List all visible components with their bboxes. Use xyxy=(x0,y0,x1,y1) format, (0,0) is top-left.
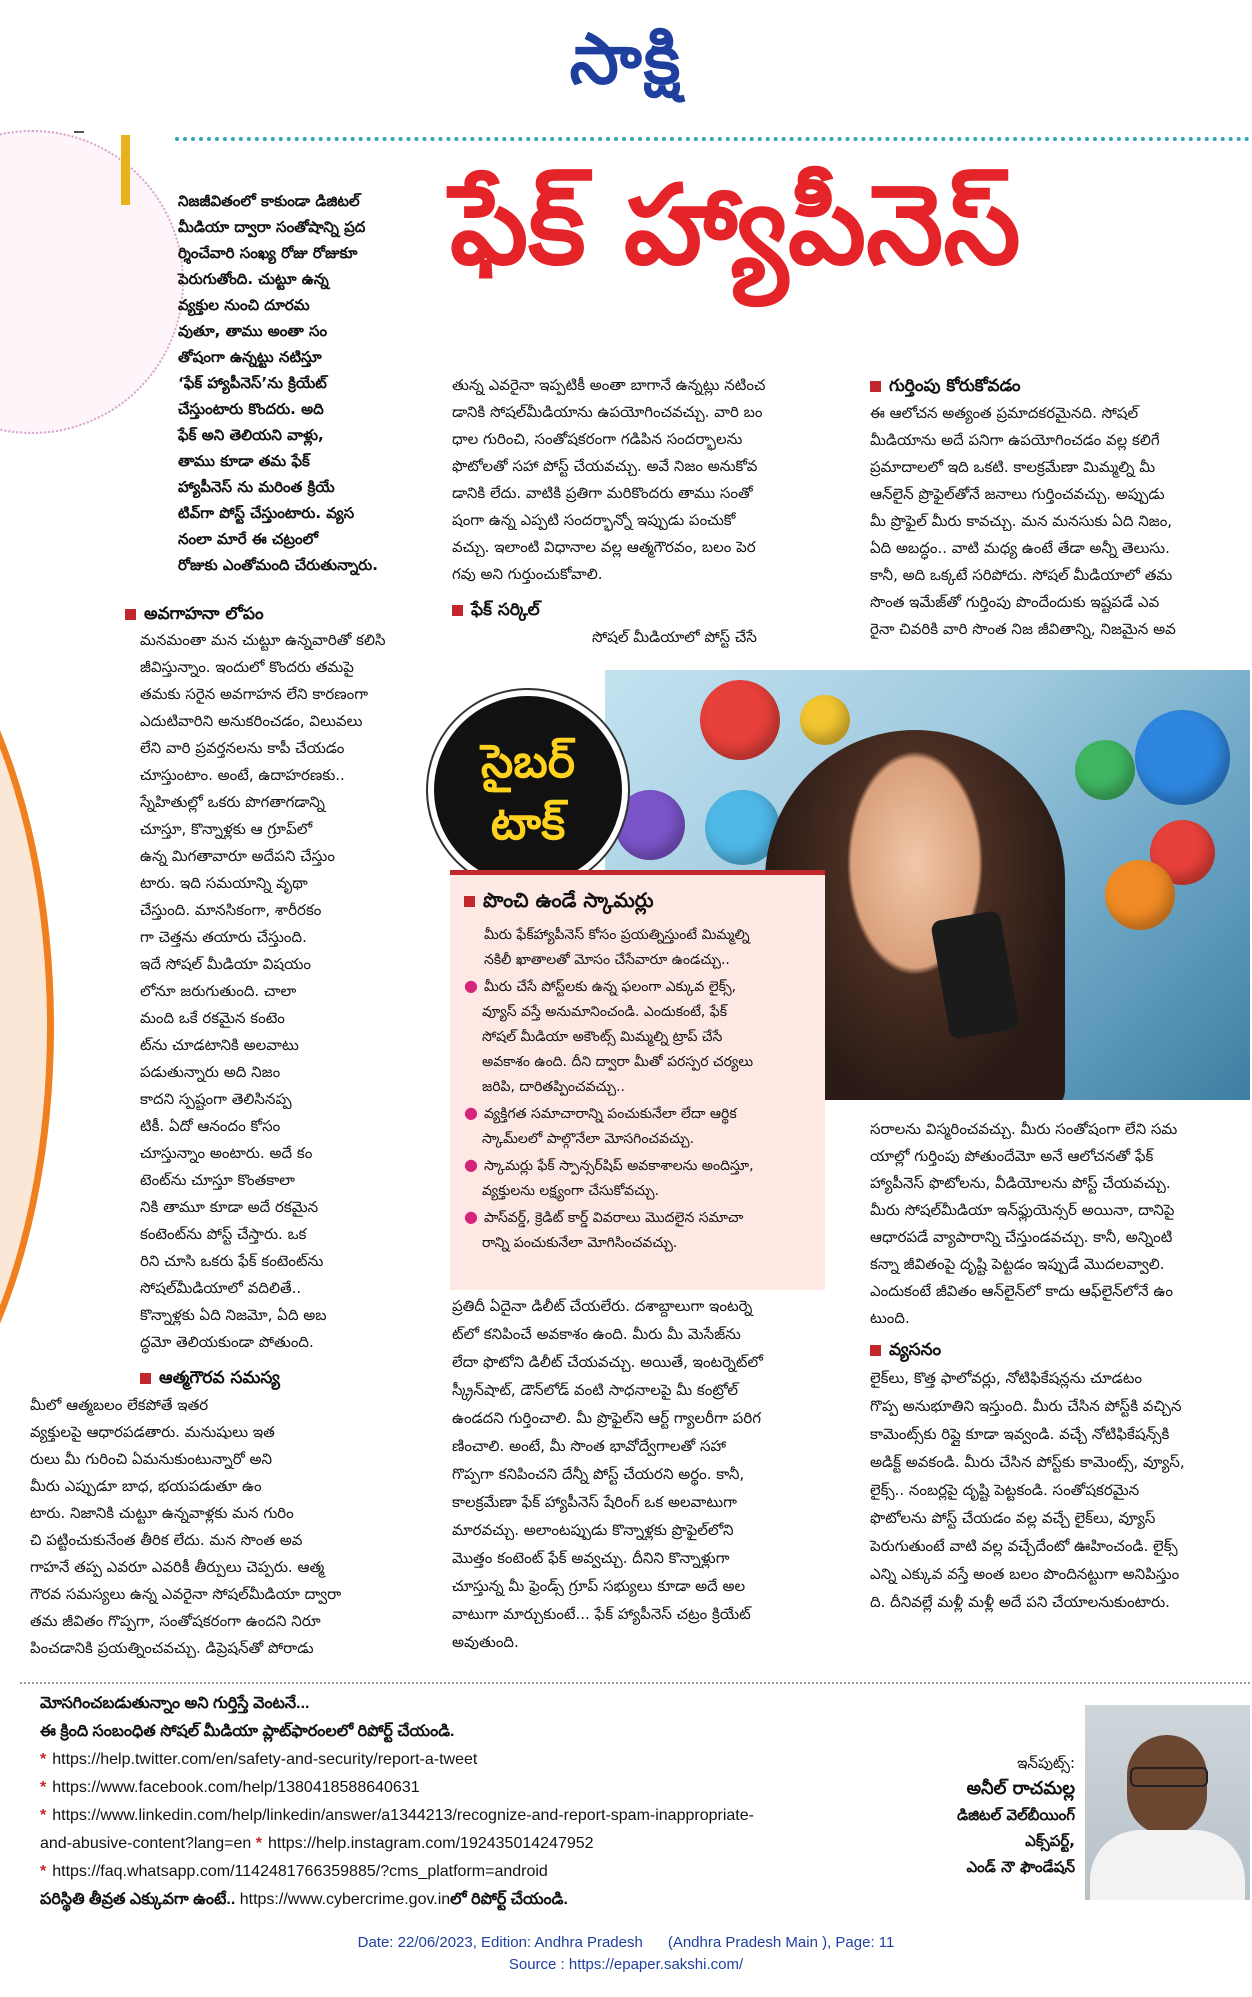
body-line: రిని చూసి ఒకరు ఫేక్ కంటెంట్‌ను xyxy=(140,1252,324,1270)
body-line: పడుతున్నారు అది నిజం xyxy=(140,1063,281,1081)
body-line: తున్న ఎవరైనా ఇప్పటికీ అంతా బాగానే ఉన్నట్లు నటించ xyxy=(452,376,766,394)
column-3-body xyxy=(870,400,1250,643)
intro-line: టివ్‌గా పోస్ట్ చేస్తుంటారు. వ్యస xyxy=(178,504,355,522)
body-line: చూస్తుంటాం. అంటే, ఉదాహరణకు.. xyxy=(140,766,345,784)
scammers-bullet-text: వ్యూస్ వస్తే అనుమానించండి. ఎందుకంటే, ఫేక్ xyxy=(482,1004,728,1020)
body-line: తమకు సరైన అవగాహన లేని కారణంగా xyxy=(140,685,369,703)
cybercrime-post: లో రిపోర్ట్ చేయండి. xyxy=(450,1891,568,1908)
scammers-bullet-line xyxy=(464,1179,811,1204)
square-bullet-icon xyxy=(870,1345,881,1356)
intro-line: చేస్తుంటారు కొందరు. అది xyxy=(178,400,324,418)
scammers-bullet-text: రాన్ని పంచుకునేలా మోగిసించవచ్చు. xyxy=(482,1235,678,1251)
square-bullet-icon xyxy=(452,605,463,616)
body-line: లేని వారి ప్రవర్తనలను కాపీ చేయడం xyxy=(140,739,345,757)
scammers-box xyxy=(450,870,825,1290)
body-line: ది. దీనివల్లే మళ్లీ మళ్లీ అదే పని చేయాలనుకుంటారు. xyxy=(870,1593,1170,1611)
decorative-circle-pink xyxy=(0,130,184,434)
scammers-bullet-text: స్కామ్‌లలో పాల్గొనేలా మోసగించవచ్చు. xyxy=(482,1131,695,1147)
subheading-label: ఆత్మగౌరవ సమస్య xyxy=(159,1368,280,1388)
scammers-bullet-text: వ్యక్తులను లక్ష్యంగా చేసుకోవచ్చు. xyxy=(482,1183,660,1199)
scammers-bullet-text: జరిపి, దారితప్పించవచ్చు.. xyxy=(482,1079,625,1095)
facebook-link[interactable]: https://www.facebook.com/help/1380418588640631 xyxy=(52,1779,420,1796)
footer-source: Source : https://epaper.sakshi.com/ xyxy=(508,1956,744,1973)
column-2-body-2 xyxy=(452,1292,842,1656)
asterisk-icon: * xyxy=(255,1835,262,1852)
author-photo xyxy=(1085,1705,1250,1900)
subheading-addiction xyxy=(870,1336,1170,1364)
scammers-bullet-line xyxy=(464,1127,811,1152)
asterisk-icon: * xyxy=(40,1863,47,1880)
author-role-2: ఎక్స్‌పర్ట్, xyxy=(1025,1832,1075,1850)
body-line: కన్నా జీవితంపై దృష్టి పెట్టడం ఇప్పుడే మొదలవ్వాలి. xyxy=(870,1255,1165,1273)
body-line: పెరుగుతుంటే వాటి వల్ల వచ్చేదేంటో ఊహించండి. లైక్స్ xyxy=(870,1537,1178,1555)
body-line: చేస్తుంది. మానసికంగా, శారీరకం xyxy=(140,901,322,919)
body-line: రులు మీ గురించి ఏమనుకుంటున్నారో అని xyxy=(30,1450,273,1468)
body-line: ఫొటోలను పోస్ట్ చేయడం వల్ల వచ్చే లైక్‌లు, వ్యూస్ xyxy=(870,1509,1156,1527)
square-bullet-icon xyxy=(464,896,475,907)
body-line: గా చెత్తను తయారు చేస్తుంది. xyxy=(140,928,307,946)
body-line: వ్యక్తులపై ఆధారపడతారు. మనుషులు ఇత xyxy=(30,1423,275,1441)
intro-line: ర్శించేవారి సంఖ్య రోజు రోజుకూ xyxy=(178,244,358,262)
badge-line-2: టాక్ xyxy=(490,796,566,850)
body-line: లైక్‌లు, కొత్త ఫాలోవర్లు, నోటిఫికేషన్లను చూడటం xyxy=(870,1369,1143,1387)
body-line: అవుతుంది. xyxy=(452,1633,519,1651)
body-line: రైనా చివరికి వారి సొంత నిజ జీవితాన్ని, నిజమైన అవ xyxy=(870,620,1176,638)
body-line: ఉన్న మిగతావారూ అదేపని చేస్తుం xyxy=(140,847,335,865)
body-line: మనమంతా మన చుట్టూ ఉన్నవారితో కలిసి xyxy=(140,631,386,649)
subheading-label: వ్యసనం xyxy=(889,1340,942,1360)
report-links xyxy=(40,1690,920,1914)
intro-line: తాము కూడా తమ ఫేక్ xyxy=(178,452,310,470)
intro-line: పెరుగుతోంది. చుట్టూ ఉన్న xyxy=(178,270,329,288)
scammers-bullet-line xyxy=(464,1204,811,1231)
bullet-dot-icon: ● xyxy=(464,1155,478,1174)
body-line: కానీ, అది ఒక్కటే సరిపోదు. సోషల్ మీడియాలో తమ xyxy=(870,566,1173,584)
instagram-link[interactable]: https://help.instagram.com/192435014247952 xyxy=(267,1835,594,1852)
body-line: సోషల్‌మీడియాలో వదిలితే.. xyxy=(140,1279,302,1297)
cybercrime-link[interactable]: https://www.cybercrime.gov.in xyxy=(239,1891,451,1908)
body-line: లోనూ జరుగుతుంది. చాలా xyxy=(140,982,297,1000)
body-line: టారు. నిజానికి చుట్టూ ఉన్నవాళ్లకు మన గురిం xyxy=(30,1504,294,1522)
people-icon xyxy=(1135,710,1230,805)
scammers-bullet-text: సోషల్ మీడియా అకౌంట్స్ మిమ్మల్ని ట్రాప్ చేసే xyxy=(482,1029,723,1045)
report-intro-1: మోసగించబడుతున్నాం అని గుర్తిస్తే వెంటనే... xyxy=(40,1695,310,1712)
body-line: స్క్రీన్‌షాట్, డౌన్‌లోడ్ వంటి సాధనాలపై మీ కంట్రోల్ xyxy=(452,1381,739,1399)
location-pin-icon xyxy=(700,680,780,760)
cybercrime-pre: పరిస్థితి తీవ్రత ఎక్కువగా ఉంటే.. xyxy=(40,1891,236,1908)
body-line: ఎదుటివారిని అనుకరించడం, విలువలు xyxy=(140,712,363,730)
column-2-body xyxy=(452,372,842,588)
accent-bar xyxy=(121,135,130,205)
body-line: మంది ఒకే రకమైన కంటెం xyxy=(140,1009,285,1027)
body-line: ణించాలి. అంటే, మీ సొంత భావోద్వేగాలతో సహా xyxy=(452,1437,726,1455)
intro-line: నిజజీవితంలో కాకుండా డిజిటల్ xyxy=(178,192,360,210)
app-icon xyxy=(800,695,850,745)
body-line: కాలక్రమేణా ఫేక్ హ్యాపీనెస్ షేరింగ్ ఒక అలవాటుగా xyxy=(452,1493,737,1511)
scammers-title xyxy=(464,885,811,915)
body-line: జీవిస్తున్నాం. ఇందులో కొందరు తమపై xyxy=(140,658,354,676)
headline: ఫేక్ హ్యాపీనెస్ xyxy=(450,161,1021,289)
body-line: ఆన్‌లైన్ ప్రొఫైల్‌తోనే జనాలు గుర్తించవచ్చు. అప్పుడు xyxy=(870,485,1165,503)
square-bullet-icon xyxy=(140,1373,151,1384)
square-bullet-icon xyxy=(870,381,881,392)
square-bullet-icon xyxy=(125,609,136,620)
body-line: ఫొటోలతో సహా పోస్ట్ చేయవచ్చు. అవే నిజం అనుకోవ xyxy=(452,457,758,475)
body-line: ట్‌లో కనిపించే అవకాశం ఉంది. మీరు మీ మెసేజ్‌ను xyxy=(452,1325,741,1343)
scammers-bullet-line xyxy=(464,1025,811,1050)
body-line: తమ జీవితం గొప్పగా, సంతోషకరంగా ఉందని నిరూ xyxy=(30,1612,321,1630)
subheading-label: అవగాహనా లోపం xyxy=(144,604,264,624)
scammers-bullet-line xyxy=(464,1000,811,1025)
subheading-recognition xyxy=(870,372,1250,400)
body-line: చూస్తున్న మీ ఫ్రెండ్స్ గ్రూప్ సభ్యులు కూడా అదే అల xyxy=(452,1577,746,1595)
bullet-dot-icon: ● xyxy=(464,1207,478,1226)
report-intro-2: ఈ క్రింది సంబంధిత సోషల్ మీడియా ప్లాట్‌ఫారంలలో రిపోర్ట్ చేయండి. xyxy=(40,1723,455,1740)
badge-line-1: సైబర్ xyxy=(480,734,576,788)
author-inputs-label: ఇన్‌పుట్స్: xyxy=(1017,1754,1075,1772)
body-line: ఏది అబద్ధం.. వాటి మధ్య ఉంటే తేడా అన్నీ తెలుసు. xyxy=(870,539,1170,557)
body-line: లేదా ఫొటోని డిలీట్ చేయవచ్చు. అయితే, ఇంటర్నెట్‌లో xyxy=(452,1353,763,1371)
scammers-bullet-line xyxy=(464,1050,811,1075)
body-line: చూస్తూ, కొన్నాళ్లకు ఆ గ్రూప్‌లో xyxy=(140,820,313,838)
body-line: వచ్చు. ఇలాంటి విధానాల వల్ల ఆత్మగౌరవం, బలం పెర xyxy=(452,538,756,556)
asterisk-icon: * xyxy=(40,1751,47,1768)
column-3-body-2 xyxy=(870,1116,1250,1332)
subheading-fake-circle xyxy=(452,596,752,624)
body-line: కామెంట్స్‌కు రిప్లై కూడా ఇవ్వండి. వచ్చే నోటిఫికేషన్స్‌కి xyxy=(870,1425,1170,1443)
body-line: సరాలను విస్మరించవచ్చు. మీరు సంతోషంగా లేని సమ xyxy=(870,1120,1178,1138)
body-line: పించడానికి ప్రయత్నించవచ్చు. డిప్రెషన్‌తో పోరాడు xyxy=(30,1639,314,1657)
bullet-dot-icon: ● xyxy=(464,976,478,995)
cyber-talk-badge xyxy=(428,690,628,890)
subheading-label: గుర్తింపు కోరుకోవడం xyxy=(889,376,1021,396)
intro-text xyxy=(178,188,438,578)
body-line: డానికి లేదు. వాటికి ప్రతిగా మరికొందరు తాము సంతో xyxy=(452,484,753,502)
body-line: సొంత ఇమేజ్‌తో గుర్తింపు పొందేందుకు ఇష్టపడే ఎవ xyxy=(870,593,1160,611)
intro-line: నంలా మారే ఈ చట్రంలో xyxy=(178,530,319,548)
divider xyxy=(74,131,84,133)
masthead-logo: సాక్షి xyxy=(569,18,683,100)
intro-line: రోజుకు ఎంతోమంది చేరుతున్నారు. xyxy=(178,556,378,574)
column-2-continuation: సోషల్ మీడియాలో పోస్ట్ చేసే xyxy=(592,628,757,646)
author-role-3: ఎండ్ నౌ ఫౌండేషన్ xyxy=(966,1858,1075,1876)
linkedin-link-cont[interactable]: and-abusive-content?lang=en xyxy=(40,1835,252,1852)
body-line: కొన్నాళ్లకు ఏది నిజమో, ఏది అబ xyxy=(140,1306,327,1324)
author-credit xyxy=(900,1750,1075,1880)
body-line: అడిక్ట్ అవకండి. మీరు చేసిన పోస్ట్‌కు కామెంట్స్, వ్యూస్, xyxy=(870,1453,1185,1471)
intro-line: వుతూ, తాము అంతా సం xyxy=(178,322,328,340)
author-name: అనీల్ రాచమల్ల xyxy=(966,1778,1075,1799)
scammers-bullet-text: వ్యక్తిగత సమాచారాన్ని పంచుకునేలా లేదా ఆర్థిక xyxy=(483,1106,737,1122)
body-line: వాటుగా మార్చుకుంటే... ఫేక్ హ్యాపీనెస్ చట్రం క్రియేట్ xyxy=(452,1605,751,1623)
body-line: ఇదే సోషల్ మీడియా విషయం xyxy=(140,955,312,973)
body-line: హ్యాపీనెస్ ఫొటోలను, వీడియోలను పోస్ట్ చేయవచ్చు. xyxy=(870,1174,1171,1192)
author-glasses xyxy=(1130,1767,1208,1787)
scammers-intro xyxy=(464,923,811,973)
scammers-bullet-text: స్కామర్లు ఫేక్ స్పాన్సర్‌షిప్ అవకాశాలను అందిస్తూ, xyxy=(483,1158,754,1174)
body-line: టికీ. ఏదో ఆనందం కోసం xyxy=(140,1117,281,1135)
body-line: గవు అని గుర్తుంచుకోవాలి. xyxy=(452,565,603,583)
body-line: నికి తామూ కూడా అదే రకమైన xyxy=(140,1198,319,1216)
intro-line: తోషంగా ఉన్నట్టు నటిస్తూ xyxy=(178,348,322,366)
author-shirt xyxy=(1090,1830,1245,1900)
intro-line: మీడియా ద్వారా సంతోషాన్ని ప్రద xyxy=(178,218,366,236)
body-line: మీలో ఆత్మబలం లేకపోతే ఇతర xyxy=(30,1396,209,1414)
body-line: ఉండదని గుర్తించాలి. మీ ప్రొఫైల్‌ని ఆర్ట్ గ్యాలరీగా పరిగ xyxy=(452,1409,761,1427)
scammers-bullet-line xyxy=(464,1100,811,1127)
body-line: మారవచ్చు. అలాంటప్పుడు కొన్నాళ్లకు ప్రొఫైల్‌లోని xyxy=(452,1521,734,1539)
body-line: ధాల గురించి, సంతోషకరంగా గడిపిన సందర్భాలను xyxy=(452,430,743,448)
author-role-1: డిజిటల్ వెల్‌బీయింగ్ xyxy=(956,1806,1075,1824)
body-line: చూస్తున్నాం అంటారు. అదే కం xyxy=(140,1144,313,1162)
intro-line: ఫేక్ అని తెలియని వాళ్లు, xyxy=(178,426,324,444)
body-line: టుంది. xyxy=(870,1309,910,1327)
scammers-bullet-line xyxy=(464,1231,811,1256)
body-line: ప్రతిదీ ఏదైనా డిలీట్ చేయలేరు. దశాబ్దాలుగా ఇంటర్నె xyxy=(452,1297,753,1315)
phone-icon xyxy=(1105,860,1175,930)
bullet-dot-icon: ● xyxy=(464,1103,478,1122)
linkedin-link[interactable]: https://www.linkedin.com/help/linkedin/answer/a1344213/recognize-and-report-spam-inappropriate- xyxy=(52,1807,754,1824)
body-line: గొప్పగా కనిపించని దేన్నీ పోస్ట్ చేయరని అర్థం. కానీ, xyxy=(452,1465,745,1483)
scammers-bullet-text: పాస్‌వర్డ్, క్రెడిట్ కార్డ్ వివరాలు మొదలైన సమాచా xyxy=(483,1210,744,1226)
body-line: ఎందుకంటే జీవితం ఆన్‌లైన్‌లో కాదు ఆఫ్‌లైన్‌లోనే ఉం xyxy=(870,1282,1174,1300)
body-line: కంటెంట్‌ను పోస్ట్ చేస్తారు. ఒక xyxy=(140,1225,307,1243)
scammers-intro-line: నకిలీ ఖాతాలతో మోసం చేసేవారూ ఉండచ్చు.. xyxy=(484,952,730,968)
scammers-bullet-line xyxy=(464,1075,811,1100)
scammers-bullet-line xyxy=(464,973,811,1000)
body-line: గౌరవ సమస్యలు ఉన్న ఎవరైనా సోషల్‌మీడియా ద్వారా xyxy=(30,1585,342,1603)
body-line: లైక్స్.. నంబర్లపై దృష్టి పెట్టకండి. సంతోషకరమైన xyxy=(870,1481,1140,1499)
column-1-body-2 xyxy=(30,1392,445,1662)
dotted-divider xyxy=(175,137,1250,141)
body-line: డానికి సోషల్‌మీడియాను ఉపయోగించవచ్చు. వారి బం xyxy=(452,403,763,421)
asterisk-icon: * xyxy=(40,1807,47,1824)
body-line: ఆధారపడే వ్యాపారాన్ని చేస్తుండవచ్చు. కానీ, అన్నింటి xyxy=(870,1228,1173,1246)
body-line: గొప్ప అనుభూతిని ఇస్తుంది. మీరు చేసిన పోస్ట్‌కి వచ్చిన xyxy=(870,1397,1182,1415)
scammers-intro-line: మీరు ఫేక్‌హ్యాపీనెస్ కోసం ప్రయత్నిస్తుంటే మిమ్మల్ని xyxy=(484,927,750,943)
body-line: యాల్లో గుర్తింపు పోతుందేమో అనే ఆలోచనతో ఫేక్ xyxy=(870,1147,1154,1165)
body-line: ఈ ఆలోచన అత్యంత ప్రమాదకరమైనది. సోషల్ xyxy=(870,404,1139,422)
body-line: టారు. ఇది సమయాన్ని వృథా xyxy=(140,874,308,892)
body-line: టెంట్‌ను చూస్తూ కొంతకాలా xyxy=(140,1171,295,1189)
scammers-bullet-text: మీరు చేసే పోస్ట్‌లకు ఉన్న ఫలంగా ఎక్కువ లైక్స్, xyxy=(483,979,737,995)
subheading-label: ఫేక్ సర్కిల్ xyxy=(471,600,540,620)
body-line: ద్ధమో తెలియకుండా పోతుంది. xyxy=(140,1333,314,1351)
column-1-body xyxy=(140,627,440,1356)
subheading-self-esteem xyxy=(140,1364,460,1392)
body-line: మీరు సోషల్‌మీడియా ఇన్‌ఫ్లుయెన్సర్ అయినా, దానిపై xyxy=(870,1201,1175,1219)
intro-line: హ్యాపీనెస్ ను మరింత క్రియే xyxy=(178,478,335,496)
body-line: చి పట్టించుకునేంత తీరిక లేదు. మన సొంత అవ xyxy=(30,1531,303,1549)
column-3-body-3 xyxy=(870,1364,1250,1616)
body-line: షంగా ఉన్న ఎప్పటి సందర్భాన్నో ఇప్పుడు పంచుకో xyxy=(452,511,736,529)
body-line: మీరు ఎప్పుడూ బాధ, భయపడుతూ ఉం xyxy=(30,1477,262,1495)
app-icon xyxy=(1075,740,1135,800)
subheading-awareness xyxy=(125,600,445,628)
body-line: స్నేహితుల్లో ఒకరు పొగతాగడాన్ని xyxy=(140,793,325,811)
twitter-link[interactable]: https://help.twitter.com/en/safety-and-security/report-a-tweet xyxy=(52,1751,478,1768)
body-line: మీ ప్రొఫైల్ మీరు కావచ్చు. మన మనసుకు ఏది నిజం, xyxy=(870,512,1173,530)
body-line: ఎన్ని ఎక్కువ వస్తే అంత బలం పొందినట్టుగా అనిపిస్తుం xyxy=(870,1565,1180,1583)
asterisk-icon: * xyxy=(40,1779,47,1796)
body-line: ప్రమాదాలలో ఇది ఒకటి. కాలక్రమేణా మిమ్మల్ని మీ xyxy=(870,458,1156,476)
scammers-bullet-line xyxy=(464,1152,811,1179)
body-line: గాహనే తప్ప ఎవరూ ఎవరికీ తీర్పులు చెప్పరు. ఆత్మ xyxy=(30,1558,325,1576)
intro-line: ‘ఫేక్ హ్యాపీనెస్’ను క్రియేట్ xyxy=(178,374,327,392)
scammers-bullets xyxy=(464,973,811,1256)
scammers-bullet-text: అవకాశం ఉంది. దీని ద్వారా మీతో పరస్పర చర్యలు xyxy=(482,1054,754,1070)
footer xyxy=(0,1932,1252,1976)
intro-line: వ్యక్తుల నుంచి దూరమ xyxy=(178,296,310,314)
decorative-circle-orange xyxy=(0,560,54,1494)
whatsapp-link[interactable]: https://faq.whatsapp.com/1142481766359885/?cms_platform=android xyxy=(52,1863,548,1880)
body-line: మొత్తం కంటెంట్ ఫేక్ అవ్వచ్చు. దీనిని కొన్నాళ్లుగా xyxy=(452,1549,730,1567)
scammers-title-label: పొంచి ఉండే స్కామర్లు xyxy=(483,888,654,912)
body-line: మీడియాను అదే పనిగా ఉపయోగించడం వల్ల కలిగే xyxy=(870,431,1160,449)
footer-date: Date: 22/06/2023, Edition: Andhra Pradesh (Andhra Pradesh Main ), Page: 11 xyxy=(357,1934,895,1951)
body-line: ట్‌ను చూడటానికి అలవాటు xyxy=(140,1036,299,1054)
body-line: కాదని స్పష్టంగా తెలిసినప్ప xyxy=(140,1090,292,1108)
